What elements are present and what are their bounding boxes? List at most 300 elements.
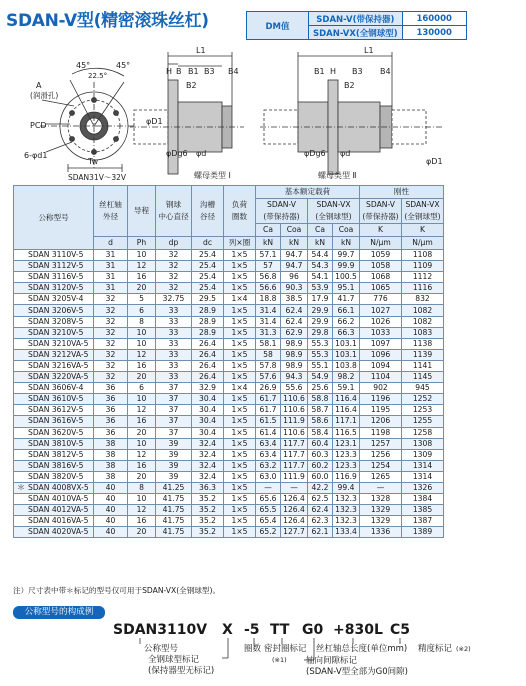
table-cell: 1027 (360, 305, 402, 316)
table-cell: 55.6 (281, 383, 308, 394)
hole-note: (润滑孔) (30, 91, 59, 100)
table-cell: 116.9 (333, 471, 360, 482)
table-cell: 16 (128, 272, 156, 283)
table-cell: 35.2 (192, 505, 224, 516)
table-cell: 1×5 (224, 360, 256, 371)
table-row (14, 349, 444, 360)
table-cell: 12 (128, 405, 156, 416)
table-cell: 103.1 (333, 338, 360, 349)
cell-model (14, 505, 94, 516)
table-cell: 110.6 (281, 394, 308, 405)
table-cell: 1×5 (224, 416, 256, 427)
table-cell: 61.7 (256, 405, 281, 416)
table-cell: 123.1 (333, 438, 360, 449)
table-row (14, 416, 444, 427)
code-label-ball-type-note: (保持器型无标记) (148, 666, 215, 676)
cell-model (14, 261, 94, 272)
table-cell: 1265 (360, 471, 402, 482)
table-cell: 66.1 (333, 305, 360, 316)
table-cell: 1145 (402, 372, 444, 383)
model-name: SDAN 3216VA-5 (28, 360, 89, 370)
table-cell: 32 (94, 305, 128, 316)
table-cell: 1×5 (224, 250, 256, 261)
table-cell: 116.4 (333, 405, 360, 416)
table-cell: 1258 (402, 427, 444, 438)
table-cell: 38 (94, 438, 128, 449)
cell-model (14, 405, 94, 416)
table-cell: 16 (128, 516, 156, 527)
table-cell: 1328 (360, 494, 402, 505)
table-cell: 42.2 (308, 482, 333, 493)
header-vx-group: SDAN-VX (全钢球型) (308, 199, 360, 224)
table-row (14, 372, 444, 383)
table-cell: 1×5 (224, 338, 256, 349)
cell-model (14, 360, 94, 371)
table-cell: 776 (360, 294, 402, 305)
table-cell: 1×5 (224, 261, 256, 272)
table-row (14, 438, 444, 449)
table-cell: 63.4 (256, 438, 281, 449)
table-cell: 37 (156, 427, 192, 438)
table-cell: — (281, 482, 308, 493)
code-label-ball-type: 全钢球型标记 (148, 655, 200, 665)
pcd-label: PCD (30, 121, 47, 130)
table-cell: 31 (94, 272, 128, 283)
table-row (14, 327, 444, 338)
table-cell: 1195 (360, 405, 402, 416)
table-cell: 33 (156, 372, 192, 383)
table-cell: 38 (94, 449, 128, 460)
dim-label: B (176, 67, 182, 76)
tw-label: Tw (88, 157, 99, 166)
unit-kn: kN (281, 237, 308, 250)
dim-label: L1 (364, 46, 374, 55)
table-cell: 32.75 (156, 294, 192, 305)
model-name: SDAN 4008VX-5 (28, 483, 89, 493)
table-cell: 40 (94, 516, 128, 527)
table-cell: 1384 (402, 494, 444, 505)
code-part-gap: G0 (302, 622, 324, 638)
table-cell: 32 (94, 294, 128, 305)
table-cell: 40 (94, 505, 128, 516)
cell-model (14, 471, 94, 482)
table-cell: 30.4 (192, 416, 224, 427)
table-cell: 133.4 (333, 527, 360, 538)
table-cell: 132.3 (333, 494, 360, 505)
table-cell: 1×5 (224, 394, 256, 405)
table-cell: 28.9 (192, 327, 224, 338)
table-cell: 1×5 (224, 405, 256, 416)
code-label-model: 公称型号 (144, 644, 179, 654)
table-cell: 40 (94, 482, 128, 493)
table-cell: 62.1 (308, 527, 333, 538)
cell-model (14, 482, 94, 493)
table-cell: 32 (94, 349, 128, 360)
table-cell: 32 (94, 338, 128, 349)
table-cell: 20 (128, 427, 156, 438)
table-cell: 10 (128, 338, 156, 349)
table-cell: 32.4 (192, 438, 224, 449)
table-cell: 41.75 (156, 527, 192, 538)
table-cell: 31 (94, 261, 128, 272)
unit-k: N/μm (402, 237, 444, 250)
cell-model (14, 338, 94, 349)
table-cell: 132.3 (333, 505, 360, 516)
table-cell: 33 (156, 360, 192, 371)
table-cell: 20 (128, 471, 156, 482)
table-cell: 8 (128, 316, 156, 327)
table-cell: 1059 (360, 250, 402, 261)
table-cell: 1033 (360, 327, 402, 338)
table-cell: 1×5 (224, 460, 256, 471)
table-cell: 1139 (402, 349, 444, 360)
code-part-turns: -5 (244, 622, 260, 638)
model-name: SDAN 3810V-5 (28, 438, 84, 448)
table-cell: 96 (281, 272, 308, 283)
table-cell: 1141 (402, 360, 444, 371)
table-cell: 32.4 (192, 471, 224, 482)
code-label-gap: 轴向间隙标记 (306, 656, 358, 666)
dim-label: H (330, 67, 337, 76)
table-cell: 1389 (402, 527, 444, 538)
type-label: 螺母类型 Ⅰ (194, 171, 231, 180)
header-coa: Coa (333, 224, 360, 237)
table-cell: 40 (94, 527, 128, 538)
table-cell: 33 (156, 305, 192, 316)
table-cell: 38.5 (281, 294, 308, 305)
table-cell: 38 (94, 460, 128, 471)
cell-model (14, 316, 94, 327)
dim-label: B2 (344, 81, 355, 90)
table-cell: 10 (128, 394, 156, 405)
table-cell: 39 (156, 460, 192, 471)
dim-label: B4 (380, 67, 391, 76)
code-label-turns: 圈数 (244, 644, 262, 654)
table-cell: 25.6 (308, 383, 333, 394)
table-cell: 60.2 (308, 460, 333, 471)
table-cell: 16 (128, 360, 156, 371)
table-cell: 38 (94, 471, 128, 482)
model-name: SDAN 4012VA-5 (28, 505, 89, 515)
table-cell: 66.3 (333, 327, 360, 338)
table-cell: 98.9 (281, 360, 308, 371)
cell-model (14, 250, 94, 261)
technical-drawing (0, 44, 526, 184)
table-cell: 1385 (402, 505, 444, 516)
table-cell: 1196 (360, 394, 402, 405)
angle-label: 45° (76, 61, 91, 70)
table-cell: 1×5 (224, 272, 256, 283)
table-cell: 1×5 (224, 372, 256, 383)
table-cell: 99.7 (333, 250, 360, 261)
model-name: SDAN 3212VA-5 (28, 349, 89, 359)
table-cell: 1112 (402, 272, 444, 283)
header-shaft: 丝杠轴 外径 (94, 186, 128, 237)
table-cell: 1206 (360, 416, 402, 427)
table-cell: 29.5 (192, 294, 224, 305)
dim-label: L1 (196, 46, 206, 55)
table-cell: 25.4 (192, 283, 224, 294)
table-cell: 36 (94, 394, 128, 405)
table-cell: 1×5 (224, 349, 256, 360)
table-cell: 60.3 (308, 449, 333, 460)
table-row (14, 394, 444, 405)
dim-label: φd (340, 149, 351, 158)
table-cell: 1336 (360, 527, 402, 538)
table-cell: 26.4 (192, 360, 224, 371)
table-row (14, 272, 444, 283)
model-name: SDAN 4016VA-5 (28, 516, 89, 526)
model-name: SDAN 3206V-5 (28, 305, 84, 315)
table-cell: 41.7 (333, 294, 360, 305)
model-name: SDAN 3116V-5 (28, 272, 84, 282)
table-cell: 32 (156, 261, 192, 272)
table-cell: 41.75 (156, 516, 192, 527)
table-cell: 20 (128, 283, 156, 294)
table-cell: 1065 (360, 283, 402, 294)
table-cell: 57 (256, 261, 281, 272)
header-coa: Coa (281, 224, 308, 237)
table-cell: 945 (402, 383, 444, 394)
code-part-ball: X (222, 622, 233, 638)
model-name: SDAN 4010VA-5 (28, 494, 89, 504)
table-cell: 1×5 (224, 449, 256, 460)
cell-model (14, 349, 94, 360)
table-cell: 41.75 (156, 494, 192, 505)
table-row (14, 516, 444, 527)
table-cell: 12 (128, 449, 156, 460)
table-cell: 16 (128, 460, 156, 471)
cell-model (14, 427, 94, 438)
table-cell: 30.4 (192, 427, 224, 438)
header-v-group: SDAN-V (带保持器) (256, 199, 308, 224)
dim-label: φD1 (426, 157, 443, 166)
table-cell: 1108 (402, 250, 444, 261)
table-cell: 57.6 (256, 372, 281, 383)
table-cell: 33 (156, 349, 192, 360)
model-name: SDAN 3820V-5 (28, 471, 84, 481)
table-cell: 98.9 (281, 349, 308, 360)
table-cell: 1329 (360, 505, 402, 516)
header-rig-vx: SDAN-VX (全钢球型) (402, 199, 444, 224)
header-load: 负荷 圈数 (224, 186, 256, 237)
dim-label: B3 (204, 67, 215, 76)
table-cell: 99.4 (333, 482, 360, 493)
cell-model (14, 460, 94, 471)
table-row (14, 460, 444, 471)
table-row (14, 383, 444, 394)
cell-model (14, 272, 94, 283)
table-cell: 30.4 (192, 405, 224, 416)
table-row (14, 527, 444, 538)
model-name: SDAN 3616V-5 (28, 416, 84, 426)
code-label-accuracy-note: (※2) (456, 645, 471, 653)
table-cell: 132.3 (333, 516, 360, 527)
model-name: SDAN 3210VA-5 (28, 338, 89, 348)
unit-dp: dp (156, 237, 192, 250)
footnote: 注）尺寸表中带＊标记的型号仅可用于SDAN-VX(全钢球型)。 (13, 586, 221, 595)
table-cell: 1×5 (224, 283, 256, 294)
table-cell: 1109 (402, 261, 444, 272)
spec-table-body (14, 250, 444, 538)
table-cell: 61.7 (256, 394, 281, 405)
table-cell: 55.3 (308, 349, 333, 360)
table-cell: 25.4 (192, 272, 224, 283)
table-cell: 117.1 (333, 416, 360, 427)
table-cell: 10 (128, 494, 156, 505)
table-cell: 32 (94, 327, 128, 338)
table-cell: 94.3 (281, 372, 308, 383)
table-cell: 58 (256, 349, 281, 360)
table-cell: 117.7 (281, 449, 308, 460)
table-cell: 26.4 (192, 372, 224, 383)
table-cell: 95.1 (333, 283, 360, 294)
header-rigidity: 刚性 (360, 186, 444, 199)
table-cell: 94.7 (281, 261, 308, 272)
table-cell: 17.9 (308, 294, 333, 305)
table-cell: 62.4 (308, 505, 333, 516)
table-row (14, 471, 444, 482)
table-cell: 59.1 (333, 383, 360, 394)
table-cell: 1094 (360, 360, 402, 371)
table-cell: 1198 (360, 427, 402, 438)
table-cell: 1309 (402, 449, 444, 460)
vx-only-mark: ＊ (17, 482, 25, 492)
table-cell: 31 (94, 283, 128, 294)
cell-model (14, 383, 94, 394)
table-cell: 65.4 (256, 516, 281, 527)
dm-value-table (246, 11, 467, 40)
table-cell: 1058 (360, 261, 402, 272)
table-cell: 36 (94, 427, 128, 438)
code-part-length: +830L (333, 622, 383, 638)
table-cell: 1252 (402, 394, 444, 405)
cell-model (14, 394, 94, 405)
table-cell: 36 (94, 383, 128, 394)
table-cell: 1×5 (224, 438, 256, 449)
table-cell: 58.6 (308, 416, 333, 427)
table-cell: 117.7 (281, 438, 308, 449)
table-cell: 39 (156, 471, 192, 482)
table-cell: — (256, 482, 281, 493)
table-cell: 100.5 (333, 272, 360, 283)
table-cell: 37 (156, 405, 192, 416)
table-cell: 28.9 (192, 305, 224, 316)
table-row (14, 305, 444, 316)
table-cell: 1104 (360, 372, 402, 383)
table-cell: 62.5 (308, 494, 333, 505)
table-cell: 39 (156, 438, 192, 449)
table-cell: 55.3 (308, 338, 333, 349)
hole-label: A (36, 81, 42, 90)
code-part-accuracy: C5 (390, 622, 411, 638)
table-cell: 31 (94, 250, 128, 261)
cell-model (14, 516, 94, 527)
table-cell: 32 (156, 272, 192, 283)
code-label-length: 丝杠轴总长度(单位mm) (316, 644, 408, 654)
table-row (14, 482, 444, 493)
unit-dc: dc (192, 237, 224, 250)
table-cell: 6 (128, 383, 156, 394)
table-cell: 12 (128, 261, 156, 272)
table-cell: 39 (156, 449, 192, 460)
table-cell: 25.4 (192, 261, 224, 272)
table-row (14, 294, 444, 305)
table-cell: 20 (128, 372, 156, 383)
model-name: SDAN 3220VA-5 (28, 372, 89, 382)
cell-model (14, 494, 94, 505)
model-name: SDAN 4020VA-5 (28, 527, 89, 537)
table-cell: 117.7 (281, 460, 308, 471)
table-cell: 60.0 (308, 471, 333, 482)
header-rig-v: SDAN-V (带保持器) (360, 199, 402, 224)
dm-row-name: SDAN-V(带保持器) (309, 12, 403, 26)
model-name: SDAN 3610V-5 (28, 394, 84, 404)
cell-model (14, 283, 94, 294)
cell-model (14, 416, 94, 427)
dim-label: B1 (188, 67, 199, 76)
table-cell: 1082 (402, 305, 444, 316)
code-label-seal: 密封圈标记 (264, 644, 307, 654)
table-cell: 1083 (402, 327, 444, 338)
header-k: K (360, 224, 402, 237)
table-cell: 1×5 (224, 482, 256, 493)
cell-model (14, 438, 94, 449)
table-cell: 41.25 (156, 482, 192, 493)
table-cell: 1×5 (224, 516, 256, 527)
table-cell: 60.4 (308, 438, 333, 449)
model-name: SDAN 3120V-5 (28, 283, 84, 293)
table-cell: 98.9 (281, 338, 308, 349)
table-cell: 103.1 (333, 349, 360, 360)
table-row (14, 505, 444, 516)
table-cell: 1×5 (224, 316, 256, 327)
unit-ph: Ph (128, 237, 156, 250)
table-cell: 1116 (402, 283, 444, 294)
table-cell: 126.4 (281, 494, 308, 505)
table-cell: 32.4 (192, 449, 224, 460)
table-cell: 116.5 (333, 427, 360, 438)
unit-kn: kN (256, 237, 281, 250)
table-cell: 32.9 (192, 383, 224, 394)
table-cell: 126.4 (281, 505, 308, 516)
dim-label: φDg6 (166, 149, 188, 158)
code-label-accuracy: 精度标记 (418, 644, 453, 654)
table-cell: 1×4 (224, 383, 256, 394)
code-label-gap-note: (SDAN-V型全部为G0间隙) (306, 667, 408, 677)
page-title: SDAN-V型(精密滚珠丝杠) (6, 11, 209, 31)
table-cell: 1314 (402, 460, 444, 471)
table-cell: 41.75 (156, 505, 192, 516)
table-cell: 12 (128, 349, 156, 360)
table-cell: 98.2 (333, 372, 360, 383)
table-cell: 1×5 (224, 527, 256, 538)
table-cell: 30.4 (192, 394, 224, 405)
table-cell: 26.9 (256, 383, 281, 394)
table-cell: 10 (128, 327, 156, 338)
header-ball: 钢球 中心直径 (156, 186, 192, 237)
table-cell: 29.8 (308, 327, 333, 338)
model-code-diagram (0, 620, 526, 686)
table-cell: 1082 (402, 316, 444, 327)
table-cell: 54.9 (308, 372, 333, 383)
table-cell: 36 (94, 416, 128, 427)
table-cell: 54.4 (308, 250, 333, 261)
table-cell: 35.2 (192, 494, 224, 505)
table-cell: 110.6 (281, 427, 308, 438)
table-row (14, 427, 444, 438)
table-cell: 58.8 (308, 394, 333, 405)
